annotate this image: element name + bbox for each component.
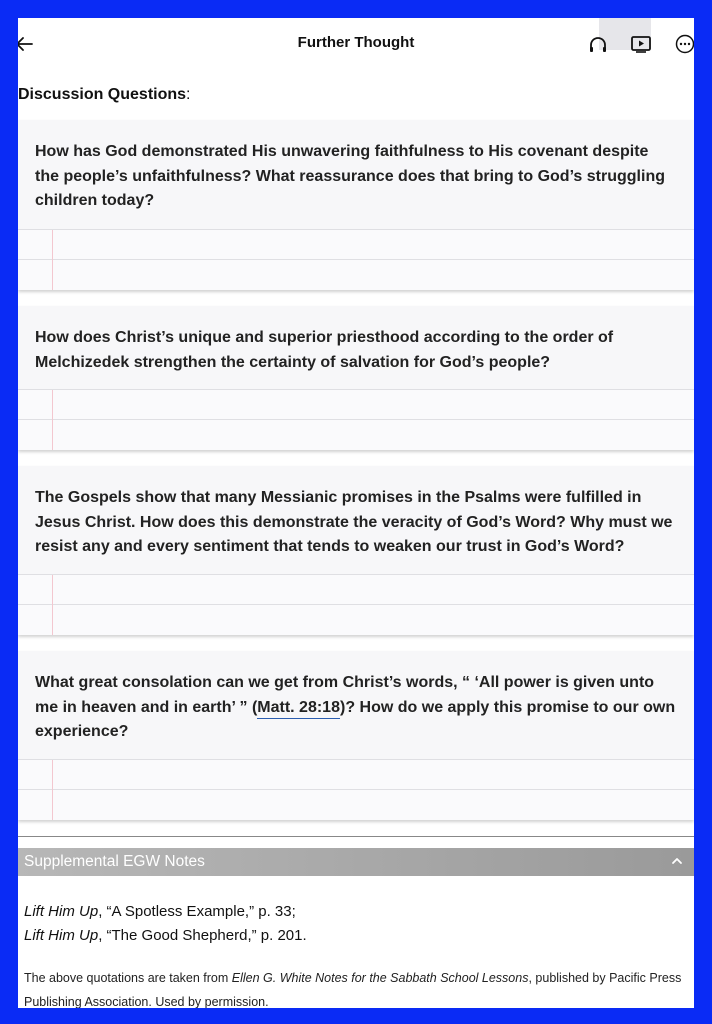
footer-text: , published by Pacific Press Publishing Association. Used by permission.	[24, 971, 682, 1008]
footer-text: The above quotations are taken from	[24, 971, 232, 985]
note-reference: , “A Spotless Example,” p. 33;	[98, 903, 296, 920]
question-card	[18, 651, 694, 820]
answer-lines[interactable]	[18, 759, 694, 820]
note-reference: , “The Good Shepherd,” p. 201.	[98, 927, 307, 944]
answer-lines[interactable]	[18, 389, 694, 450]
headphones-icon[interactable]	[586, 32, 610, 56]
app-screen	[18, 18, 694, 1008]
question-text: The Gospels show that many Messianic promises in the Psalms were fulfilled in Jesus Christ. How does this demonstrate the veracity of God’s Word? Why must we resist any and every sentiment that tends to weaken our trust in God’s Word?	[35, 489, 673, 555]
question-text-part: What great consolation can we get from Christ’s words, “ ‘All power is given unto me in heaven and in earth’ ” (	[35, 674, 655, 716]
answer-lines[interactable]	[18, 574, 694, 635]
egw-notes-footer	[24, 966, 684, 1008]
question-text: How has God demonstrated His unwavering faithfulness to His covenant despite the people’s unfaithfulness? What reassurance does that bring to God’s struggling children today?	[35, 143, 665, 209]
question-text	[35, 671, 676, 745]
egw-notes-header[interactable]	[18, 848, 694, 876]
top-bar	[18, 18, 694, 82]
question-card	[18, 306, 694, 450]
section-heading-text: Discussion Questions	[18, 86, 187, 103]
answer-lines[interactable]	[18, 229, 694, 290]
question-card	[18, 466, 694, 635]
more-options-icon[interactable]	[673, 32, 694, 56]
question-text: How does Christ’s unique and superior priesthood according to the order of Melchizedek strengthen the certainty of salvation for God’s people?	[35, 329, 614, 371]
egw-notes-title: Supplemental EGW Notes	[24, 853, 205, 870]
chevron-up-icon[interactable]	[670, 854, 684, 868]
divider	[18, 836, 694, 837]
scripture-link[interactable]: Matt. 28:18	[257, 699, 340, 719]
egw-note	[24, 924, 307, 948]
book-title: Lift Him Up	[24, 927, 99, 944]
video-play-icon[interactable]	[629, 32, 653, 56]
book-title: Lift Him Up	[24, 903, 99, 920]
question-card	[18, 120, 694, 290]
egw-note	[24, 900, 307, 924]
question-text-part: )? How do we apply this promise to our own experience?	[35, 698, 676, 740]
section-heading-colon: :	[186, 86, 191, 103]
section-heading	[18, 86, 191, 104]
page-title: Further Thought	[297, 34, 415, 51]
footer-book-title: Ellen G. White Notes for the Sabbath School Lessons	[231, 971, 529, 985]
egw-notes-list	[24, 900, 307, 948]
